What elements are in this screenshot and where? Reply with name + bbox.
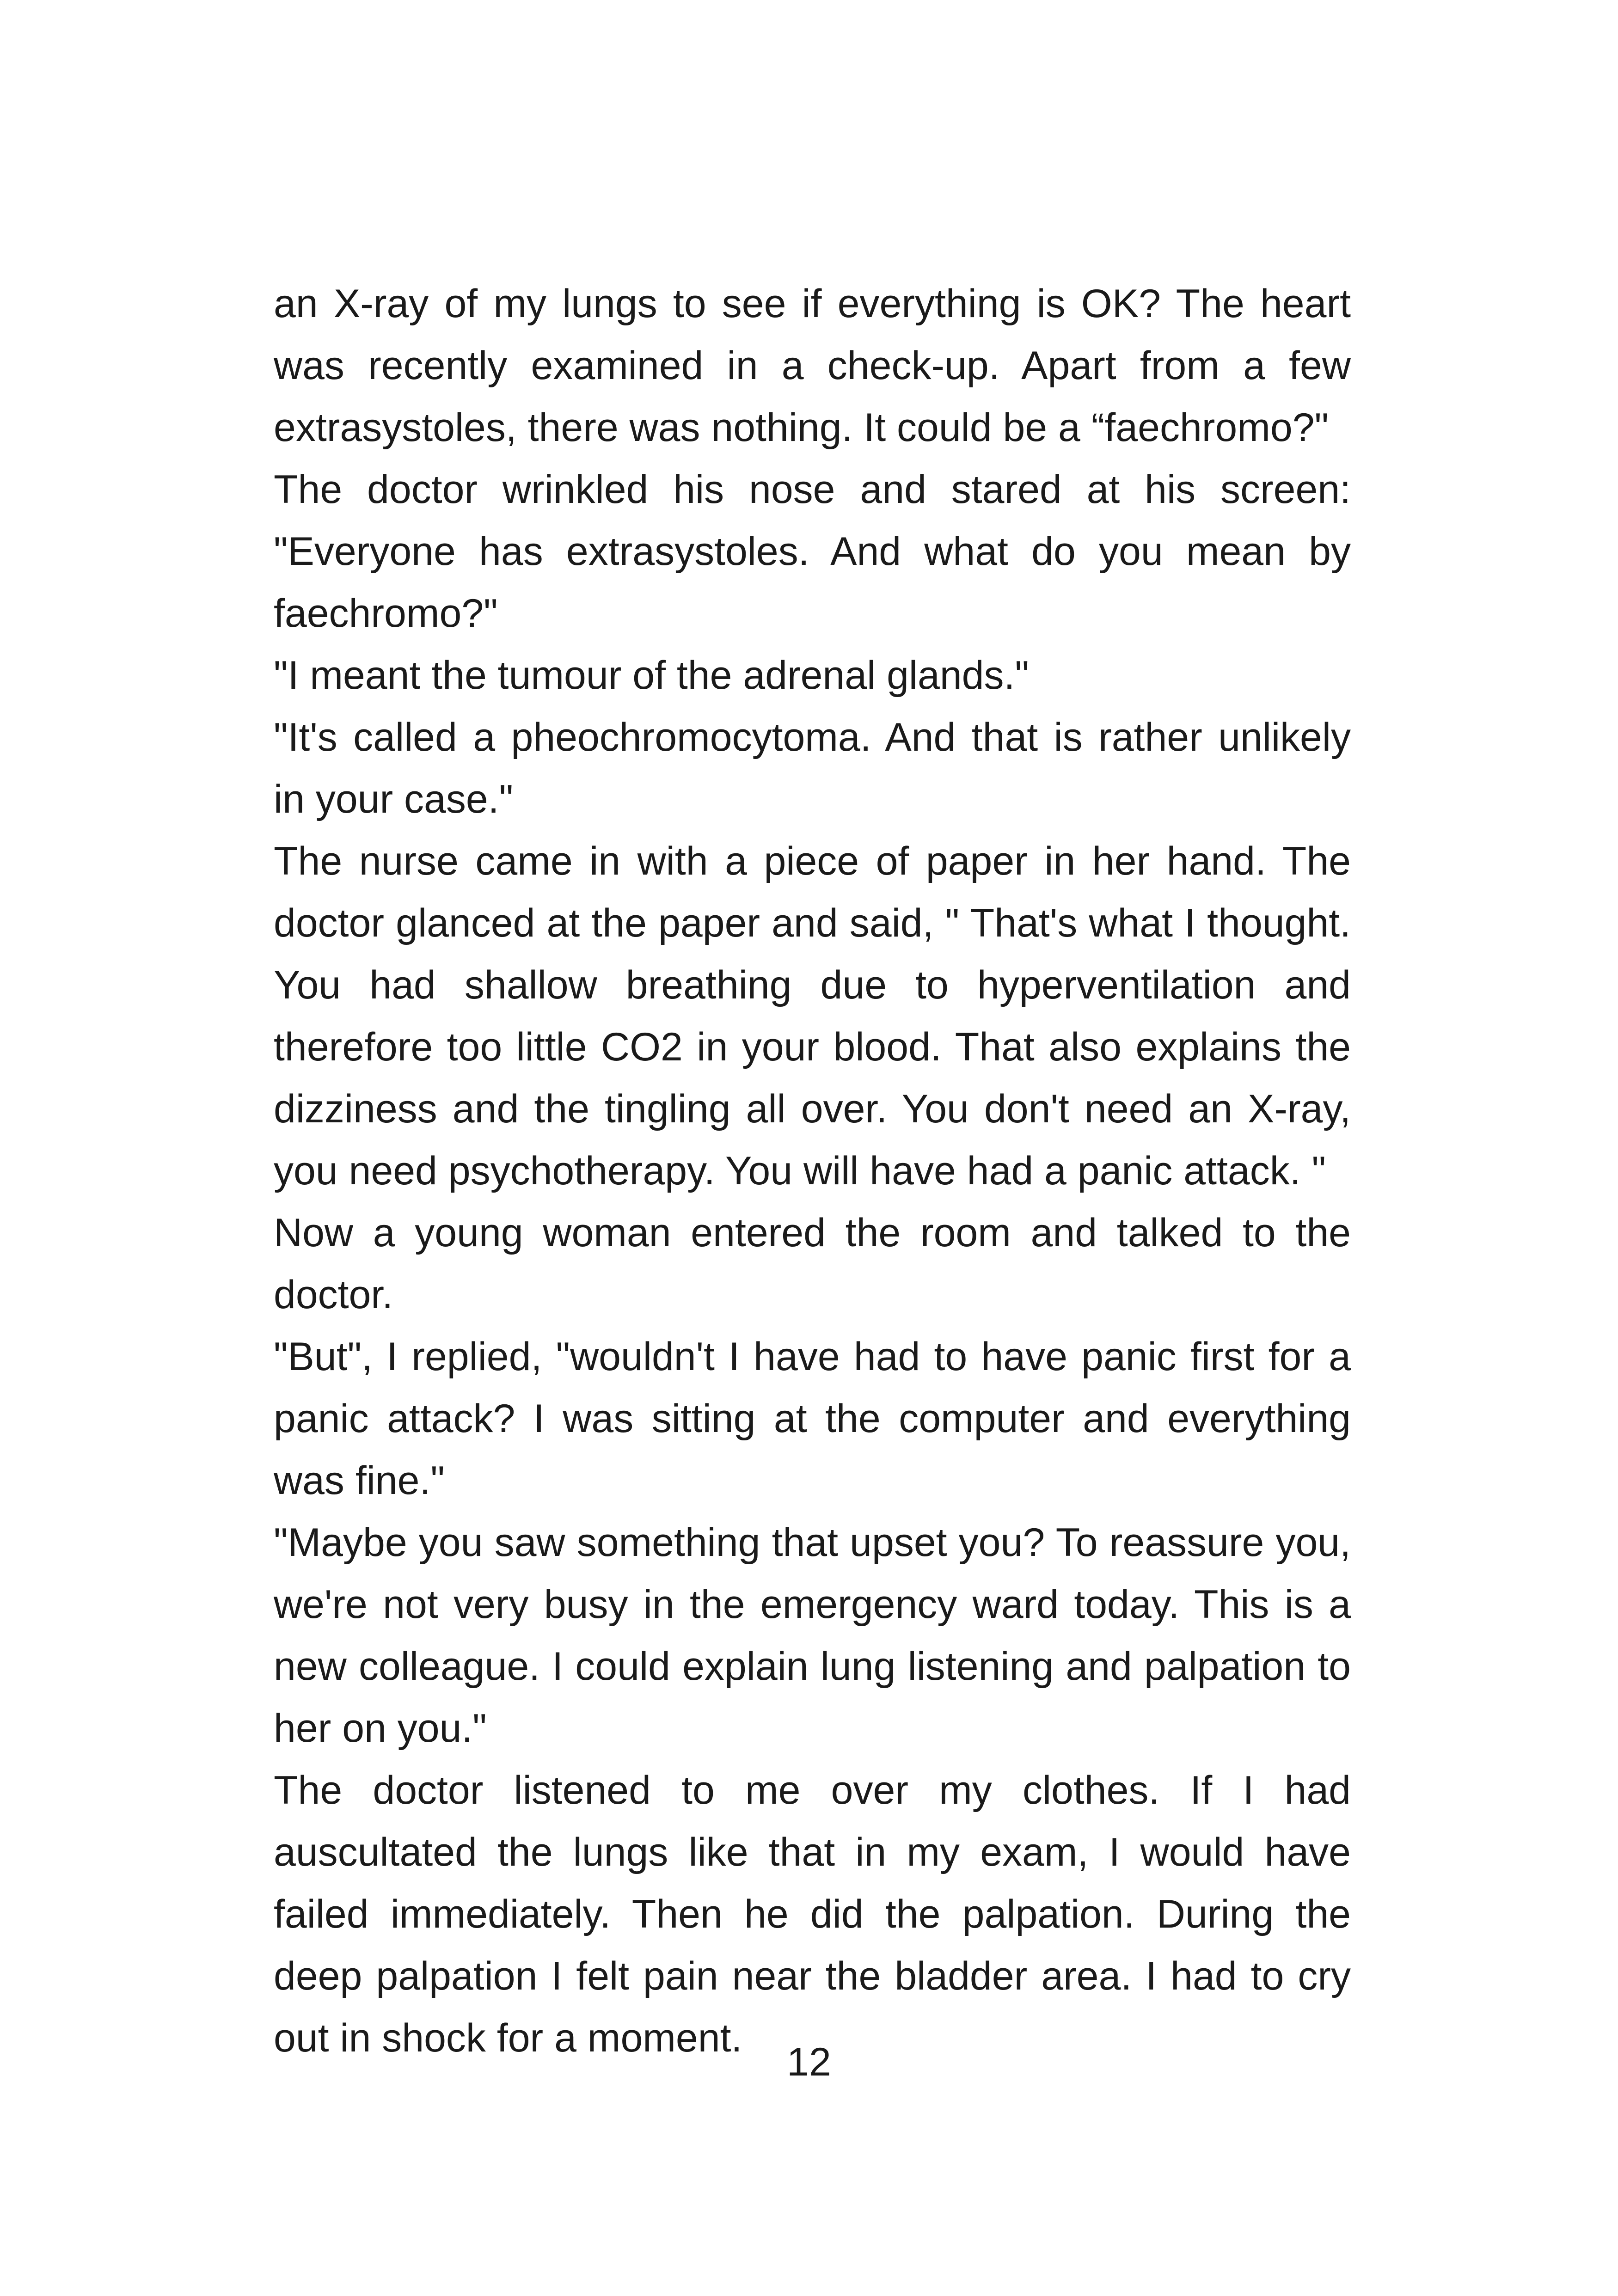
paragraph-2: The doctor wrinkled his nose and stared at his screen: "Everyone has extrasystoles. And what do you mean by faechromo?" <box>274 467 1351 636</box>
paragraph-5: The nurse came in with a piece of paper in her hand. The doctor glanced at the paper and said, " That's what I thought. You had shallow breathing due to hyperventilation and therefore too little CO2 in your blood. That also explains the dizziness and the tingling all over. You don't need an X-ray, you need psychotherapy. You will have had a panic attack. " <box>274 839 1351 1193</box>
body-text <box>274 273 1351 2069</box>
paragraph-4: "It's called a pheochromocytoma. And that is rather unlikely in your case." <box>274 715 1351 821</box>
paragraph-6: Now a young woman entered the room and talked to the doctor. <box>274 1211 1351 1317</box>
page-number: 12 <box>787 2040 831 2084</box>
paragraph-9: The doctor listened to me over my clothes. If I had auscultated the lungs like that in my exam, I would have failed immediately. Then he did the palpation. During the deep palpation I felt pain near the bladder area. I had to cry out in shock for a moment. <box>274 1768 1351 2060</box>
paragraph-7: "But", I replied, "wouldn't I have had to have panic first for a panic attack? I was sitting at the computer and everything was fine." <box>274 1335 1351 1503</box>
paragraph-3: "I meant the tumour of the adrenal glands." <box>274 653 1029 698</box>
paragraph-1: an X-ray of my lungs to see if everything is OK? The heart was recently examined in a check-up. Apart from a few extrasystoles, there was nothing. It could be a “faechromo?" <box>274 282 1351 450</box>
paragraph-8: "Maybe you saw something that upset you? To reassure you, we're not very busy in the emergency ward today. This is a new colleague. I could explain lung listening and palpation to her on you." <box>274 1520 1351 1751</box>
